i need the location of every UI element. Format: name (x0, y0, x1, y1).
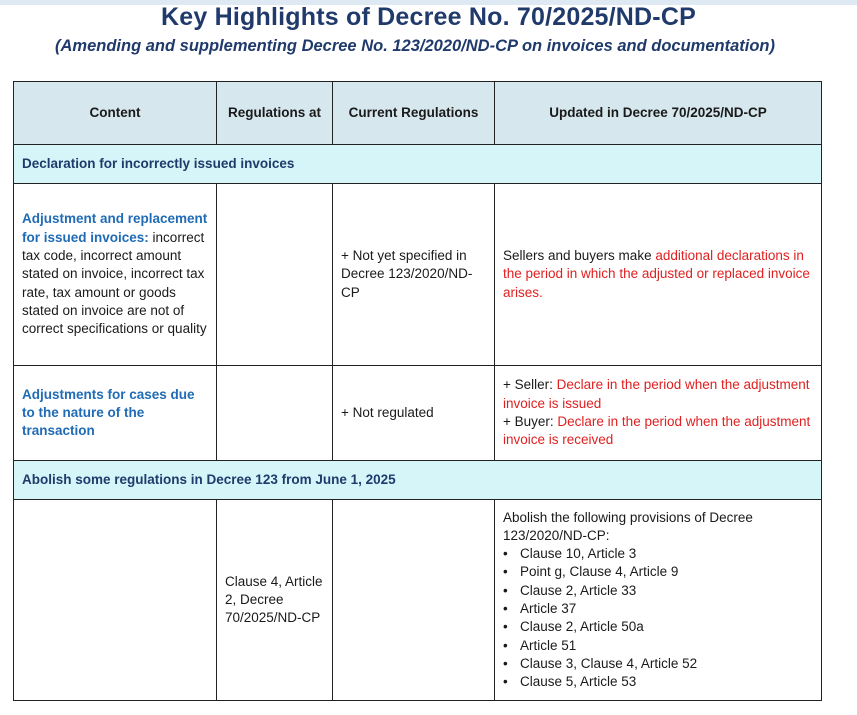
section-row (14, 461, 822, 500)
current-regulation-cell (333, 500, 495, 701)
column-header-content: Content (14, 82, 217, 145)
table-row (14, 500, 822, 701)
buyer-label: + Buyer: (503, 414, 558, 429)
updated-regulation-cell (495, 500, 822, 701)
list-item: • Clause 2, Article 33 (515, 582, 813, 600)
page-subtitle: (Amending and supplementing Decree No. 123/2020/ND-CP on invoices and documentation) (54, 37, 775, 55)
updated-regulation-cell (495, 366, 822, 461)
list-item: • Clause 2, Article 50a (515, 618, 813, 636)
seller-label: + Seller: (503, 377, 557, 393)
regulations-at-cell: Clause 4, Article 2, Decree 70/2025/ND-CP (217, 500, 333, 701)
buyer-highlight-text: Declare in the period when the adjustment invoice is received (503, 414, 811, 448)
updated-plain-text: Sellers and buyers make (503, 248, 656, 264)
list-item: • Clause 5, Article 53 (515, 673, 813, 691)
list-item: • Article 51 (515, 637, 813, 655)
table-row (14, 184, 822, 366)
abolish-intro: Abolish the following provisions of Decree 123/2020/ND-CP: (503, 509, 753, 543)
section-title-declaration: Declaration for incorrectly issued invoices (14, 145, 822, 184)
section-title-abolish: Abolish some regulations in Decree 123 from June 1, 2025 (14, 461, 822, 500)
content-detail: incorrect tax code, incorrect amount stated on invoice, incorrect tax rate, tax amount or goods stated on invoice are not of correct specifications or quality (22, 229, 207, 337)
updated-highlight-text: additional declarations in the period in which the adjusted or replaced invoice arises. (503, 248, 810, 300)
list-item: • Clause 3, Clause 4, Article 52 (515, 655, 813, 673)
current-regulation-cell: + Not regulated (333, 366, 495, 461)
list-item: • Clause 10, Article 3 (515, 545, 813, 563)
highlights-table (13, 81, 822, 701)
page-title: Key Highlights of Decree No. 70/2025/ND-CP (161, 3, 696, 31)
content-heading: Adjustment and replacement for issued invoices: (22, 211, 208, 245)
seller-highlight-text: Declare in the period when the adjustment invoice is issued (503, 377, 810, 411)
updated-regulation-cell (495, 184, 822, 366)
content-cell (14, 500, 217, 701)
column-header-current-regulations: Current Regulations (333, 82, 495, 145)
current-regulation-cell: + Not yet specified in Decree 123/2020/ND-CP (333, 184, 495, 366)
content-heading: Adjustments for cases due to the nature of the transaction (22, 386, 195, 439)
table-header-row (14, 82, 822, 145)
column-header-regulations-at: Regulations at (217, 82, 333, 145)
content-cell (14, 184, 217, 366)
section-row (14, 145, 822, 184)
regulations-at-cell (217, 184, 333, 366)
abolished-provisions-list (503, 545, 813, 691)
list-item: • Point g, Clause 4, Article 9 (515, 563, 813, 581)
regulations-at-cell (217, 366, 333, 461)
column-header-updated: Updated in Decree 70/2025/ND-CP (495, 82, 822, 145)
list-item: • Article 37 (515, 600, 813, 618)
content-cell (14, 366, 217, 461)
table-row (14, 366, 822, 461)
